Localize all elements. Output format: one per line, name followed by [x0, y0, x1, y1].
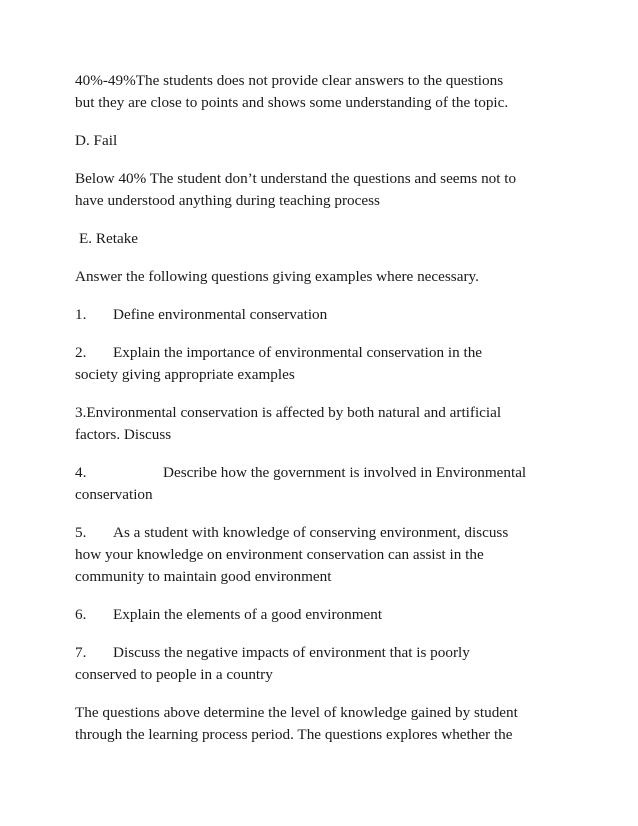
- question-7: [75, 642, 575, 686]
- question-4: [75, 462, 575, 506]
- question-text: Describe how the government is involved in Environmental: [163, 464, 527, 481]
- question-text: Explain the elements of a good environment: [113, 606, 383, 623]
- question-number: 7.: [75, 644, 87, 661]
- question-number: 5.: [75, 524, 87, 541]
- question-number: 3.: [75, 404, 87, 421]
- question-text: community to maintain good environment: [75, 568, 332, 585]
- grade-e-heading: E. Retake: [79, 230, 139, 247]
- question-text: factors. Discuss: [75, 426, 172, 443]
- question-5: [75, 522, 575, 588]
- question-text: conservation: [75, 486, 153, 503]
- question-number: 2.: [75, 344, 87, 361]
- closing-paragraph: [75, 702, 575, 746]
- question-3: [75, 402, 575, 446]
- grade-d-line-1: Below 40% The student don’t understand the questions and seems not to: [75, 170, 517, 187]
- question-text: how your knowledge on environment conservation can assist in the: [75, 546, 484, 563]
- question-text: Environmental conservation is affected by both natural and artificial: [86, 404, 502, 421]
- document-body: [75, 70, 575, 762]
- grade-d-heading: D. Fail: [75, 132, 118, 149]
- question-number: 4.: [75, 464, 87, 481]
- question-number: 6.: [75, 606, 87, 623]
- instruction-text: Answer the following questions giving examples where necessary.: [75, 268, 479, 285]
- closing-line-1: The questions above determine the level of knowledge gained by student: [75, 704, 518, 721]
- question-text: conserved to people in a country: [75, 666, 273, 683]
- question-text: Discuss the negative impacts of environment that is poorly: [113, 644, 470, 661]
- question-number: 1.: [75, 306, 87, 323]
- grade-c-line-2: but they are close to points and shows some understanding of the topic.: [75, 94, 509, 111]
- grade-c-line-1: 40%-49%The students does not provide clear answers to the questions: [75, 72, 504, 89]
- grade-d-line-2: have understood anything during teaching process: [75, 192, 380, 209]
- question-6: [75, 604, 575, 626]
- question-text: Explain the importance of environmental conservation in the: [113, 344, 483, 361]
- grade-c-description: [75, 70, 575, 114]
- grade-d-description: [75, 168, 575, 212]
- question-text: society giving appropriate examples: [75, 366, 295, 383]
- question-1: [75, 304, 575, 326]
- question-text: Define environmental conservation: [113, 306, 328, 323]
- question-text: As a student with knowledge of conserving environment, discuss: [113, 524, 509, 541]
- question-2: [75, 342, 575, 386]
- closing-line-2: through the learning process period. The questions explores whether the: [75, 726, 513, 743]
